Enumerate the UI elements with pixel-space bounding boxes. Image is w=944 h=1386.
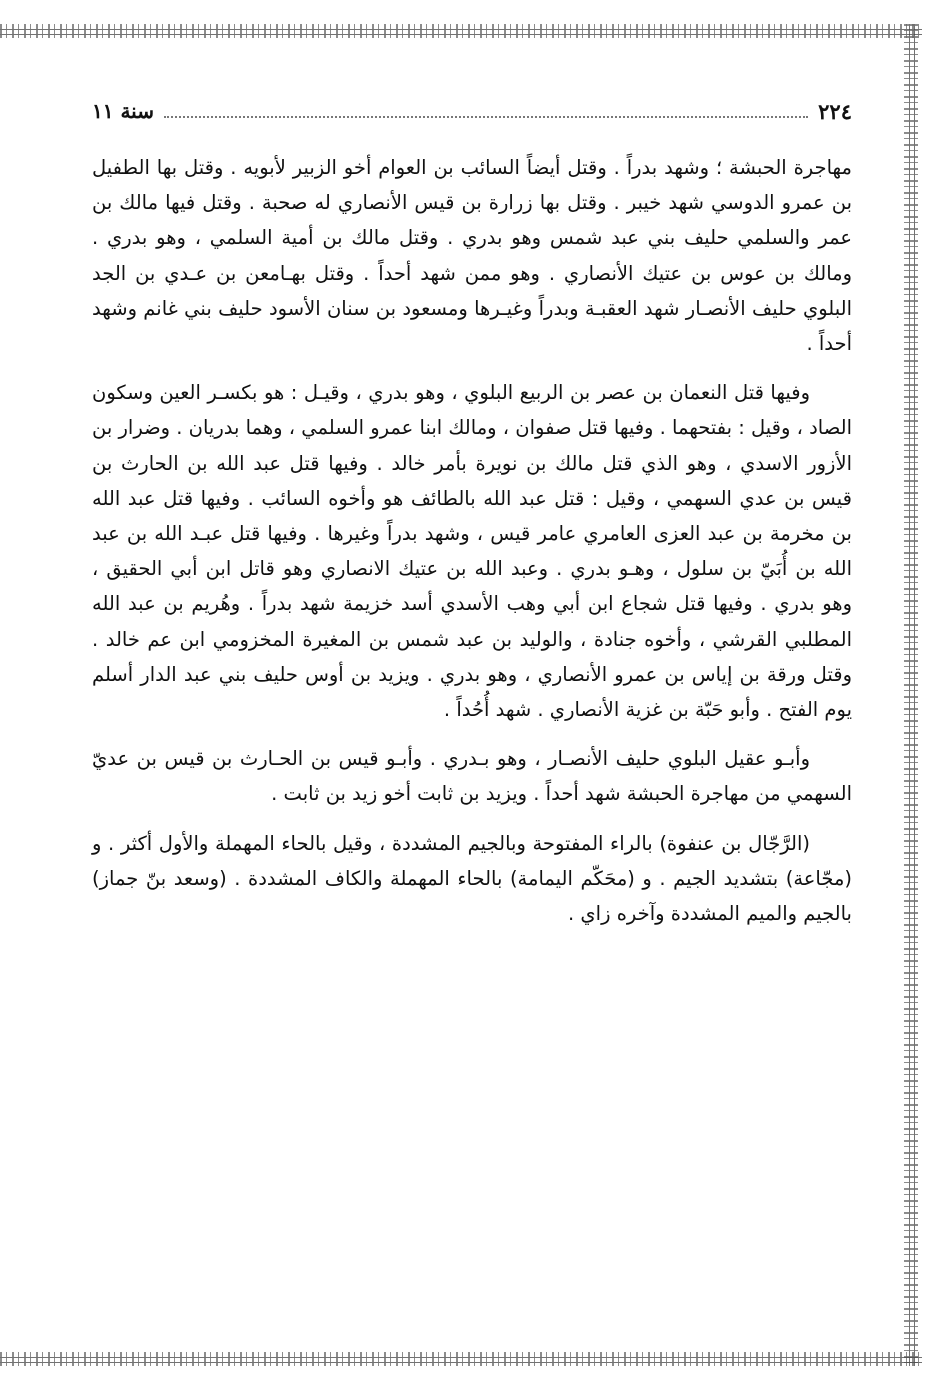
ornamental-border-right [904,24,918,1366]
page-body [92,150,852,931]
running-header [92,96,852,126]
paragraph-4: (الرَّجّال بن عنفوة) بالراء المفتوحة وبالجيم المشددة ، وقيل بالحاء المهملة والأول أكثر . و (مجّاعة) بتشديد الجيم . و (محَكّم اليمامة) بالحاء المهملة والكاف المشددة . (وسعد بنّ جماز) بالجيم والميم المشددة وآخره زاي . [92,831,852,926]
paragraph-3: وأبـو عقيل البلوي حليف الأنصـار ، وهو بـدري . وأبـو قيس بن الحـارث بن قيس بن عديّ السهمي من مهاجرة الحبشة شهد أحداً . ويزيد بن ثابت أخو زيد بن ثابت . [92,747,852,806]
paragraph-2: وفيها قتل النعمان بن عصر بن الربيع البلوي ، وهو بدري ، وقيـل : هو بكسـر العين وسكون الصاد ، وقيل : بفتحهما . وفيها قتل صفوان ، ومالك ابنا عمرو السلمي ، وهما بدريان . وضرار بن الأزور الاسدي ، وهو الذي قتل مالك بن نويرة بأمر خالد . وفيها قتل عبد الله بن الحارث بن قيس بن عدي السهمي ، وقيل : قتل عبد الله بالطائف هو وأخوه السائب . وفيها قتل عبد الله بن مخرمة بن عبد العزى العامري عامر قيس ، وشهد بدراً وغيرها . وفيها قتل عبـد الله بن عبد الله بن أُبَيّ بن سلول ، وهـو بدري . وعبد الله بن عتيك الانصاري وهو قاتل ابن أبي الحقيق ، وهو بدري . وفيها قتل شجاع ابن أبي وهب الأسدي أسد خزيمة شهد بدراً . وهُريم بن عبد الله المطلبي القرشي ، وأخوه جنادة ، والوليد بن عبد شمس بن المغيرة المخزومي ابن عم خالد . وقتل ورقة بن إياس بن عمرو الأنصاري ، وهو بدري . ويزيد بن أوس حليف بني عبد الدار أسلم يوم الفتح . وأبو حَبّة بن غزية الأنصاري . شهد أُحُداً . [92,381,852,722]
page-number: ٢٢٤ [818,98,852,124]
paragraph-1: مهاجرة الحبشة ؛ وشهد بدراً . وقتل أيضاً السائب بن العوام أخو الزبير لأبويه . وقتل بها الطفيل بن عمرو الدوسي شهد خيبر . وقتل بها زرارة بن قيس الأنصاري له صحبة . وقتل فيها مالك بن عمر والسلمي حليف بني عبد شمس وهو بدري . وقتل مالك بن أمية السلمي ، وهو بدري . ومالك بن عوس بن عتيك الأنصاري . وهو ممن شهد أحداً . وقتل بهـامعن بن عـدي بن الجد البلوي حليف الأنصـار شهد العقبـة وبدراً وغيـرها ومسعود بن سنان الأسود حليف بني غانم وشهد أحداً . [92,156,852,356]
year-label: سنة ١١ [92,99,154,123]
ornamental-border-top [0,24,922,38]
header-dotted-leader [164,116,808,118]
ornamental-border-bottom [0,1352,922,1366]
